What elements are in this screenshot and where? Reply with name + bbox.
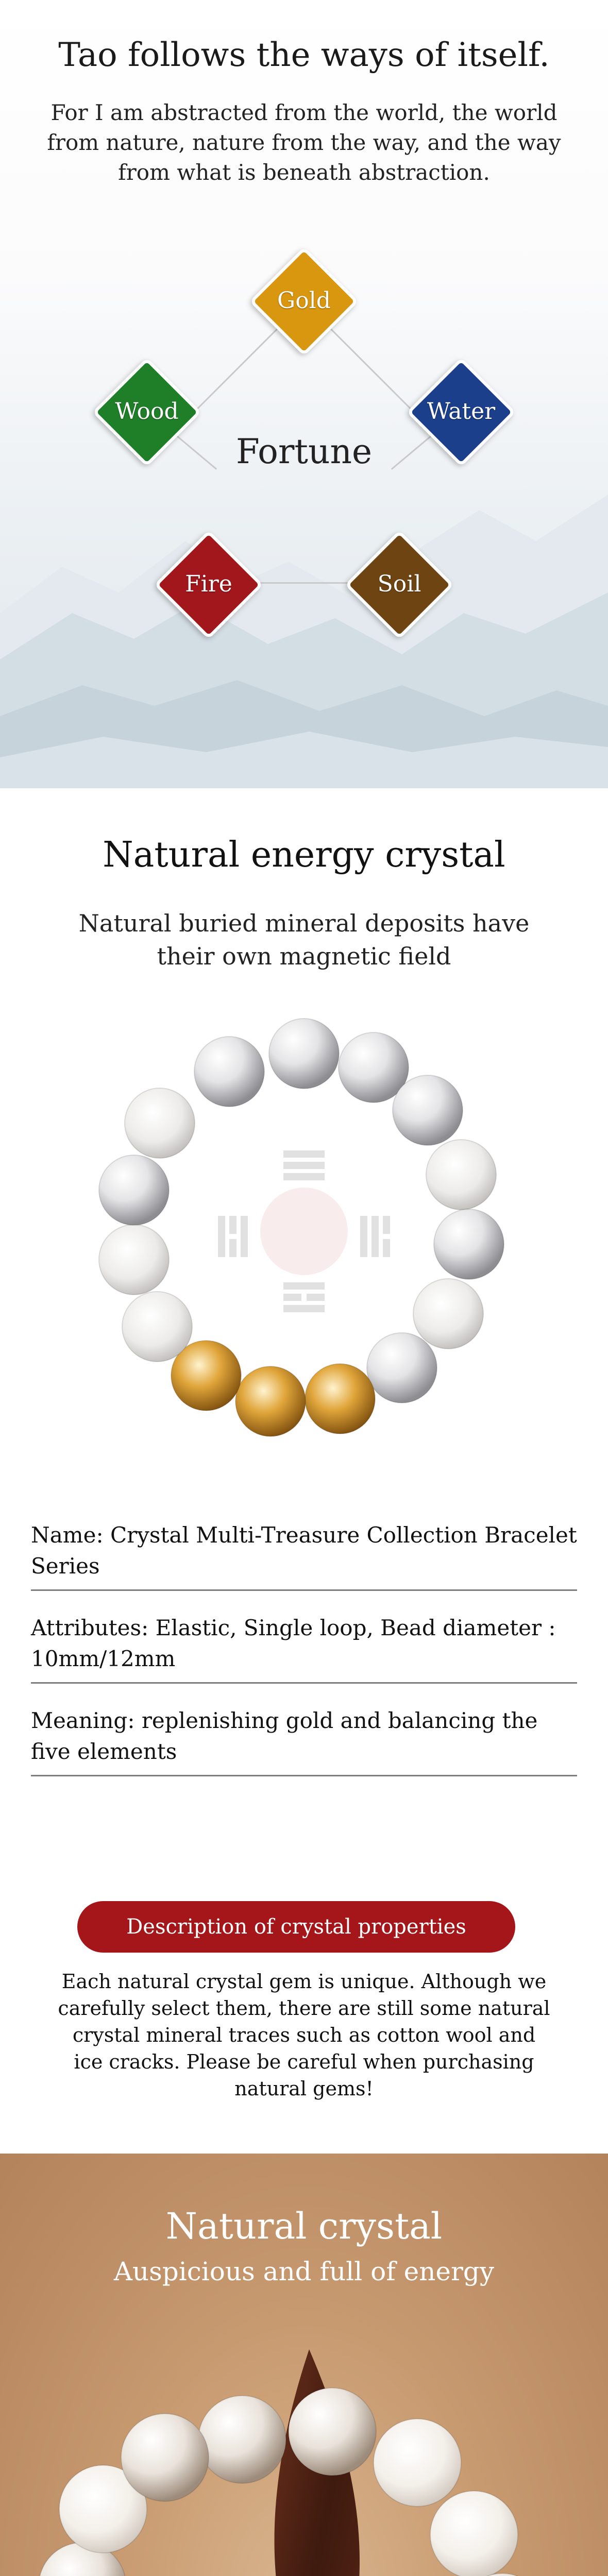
divider — [31, 1775, 577, 1776]
mountain-backdrop — [0, 325, 608, 788]
element-label-gold: Gold — [277, 287, 331, 314]
spec-name: Name: Crystal Multi-Treasure Collection Bracelet Series — [31, 1522, 577, 1579]
divider — [31, 1589, 577, 1591]
page-title: Tao follows the ways of itself. — [58, 36, 550, 74]
photo1-title: Natural crystal — [165, 2205, 443, 2247]
five-elements-section — [0, 0, 608, 788]
natural-crystal-photo — [0, 2154, 608, 2576]
crystal-properties-text: Each natural crystal gem is unique. Although we carefully select them, there are still some natural crystal mineral traces such as cotton wool and ice cracks. Please be careful when purchasing natural gems! — [58, 1970, 550, 2100]
spec-meaning: Meaning: replenishing gold and balancing the five elements — [31, 1708, 538, 1764]
bracelet-image — [72, 1005, 536, 1458]
crystal-intro-section — [0, 788, 608, 1834]
photo1-subtitle: Auspicious and full of energy — [113, 2257, 495, 2286]
tao-paragraph: For I am abstracted from the world, the world from nature, nature from the way, and the way from what is beneath abstraction. — [47, 100, 561, 185]
element-label-wood: Wood — [115, 398, 179, 425]
bagua-watermark-icon — [222, 1154, 386, 1309]
center-label-fortune: Fortune — [235, 432, 373, 471]
crystal-title: Natural energy crystal — [103, 835, 505, 875]
divider — [31, 1682, 577, 1684]
element-label-fire: Fire — [185, 571, 232, 597]
spec-attributes: Attributes: Elastic, Single loop, Bead diameter : 10mm/12mm — [31, 1615, 556, 1671]
crystal-properties-section — [0, 1834, 608, 2154]
element-label-soil: Soil — [377, 571, 421, 597]
crystal-properties-button[interactable]: Description of crystal properties — [77, 1901, 515, 1953]
crystal-subtitle: Natural buried mineral deposits have their own magnetic field — [78, 909, 530, 970]
element-label-water: Water — [427, 398, 496, 425]
